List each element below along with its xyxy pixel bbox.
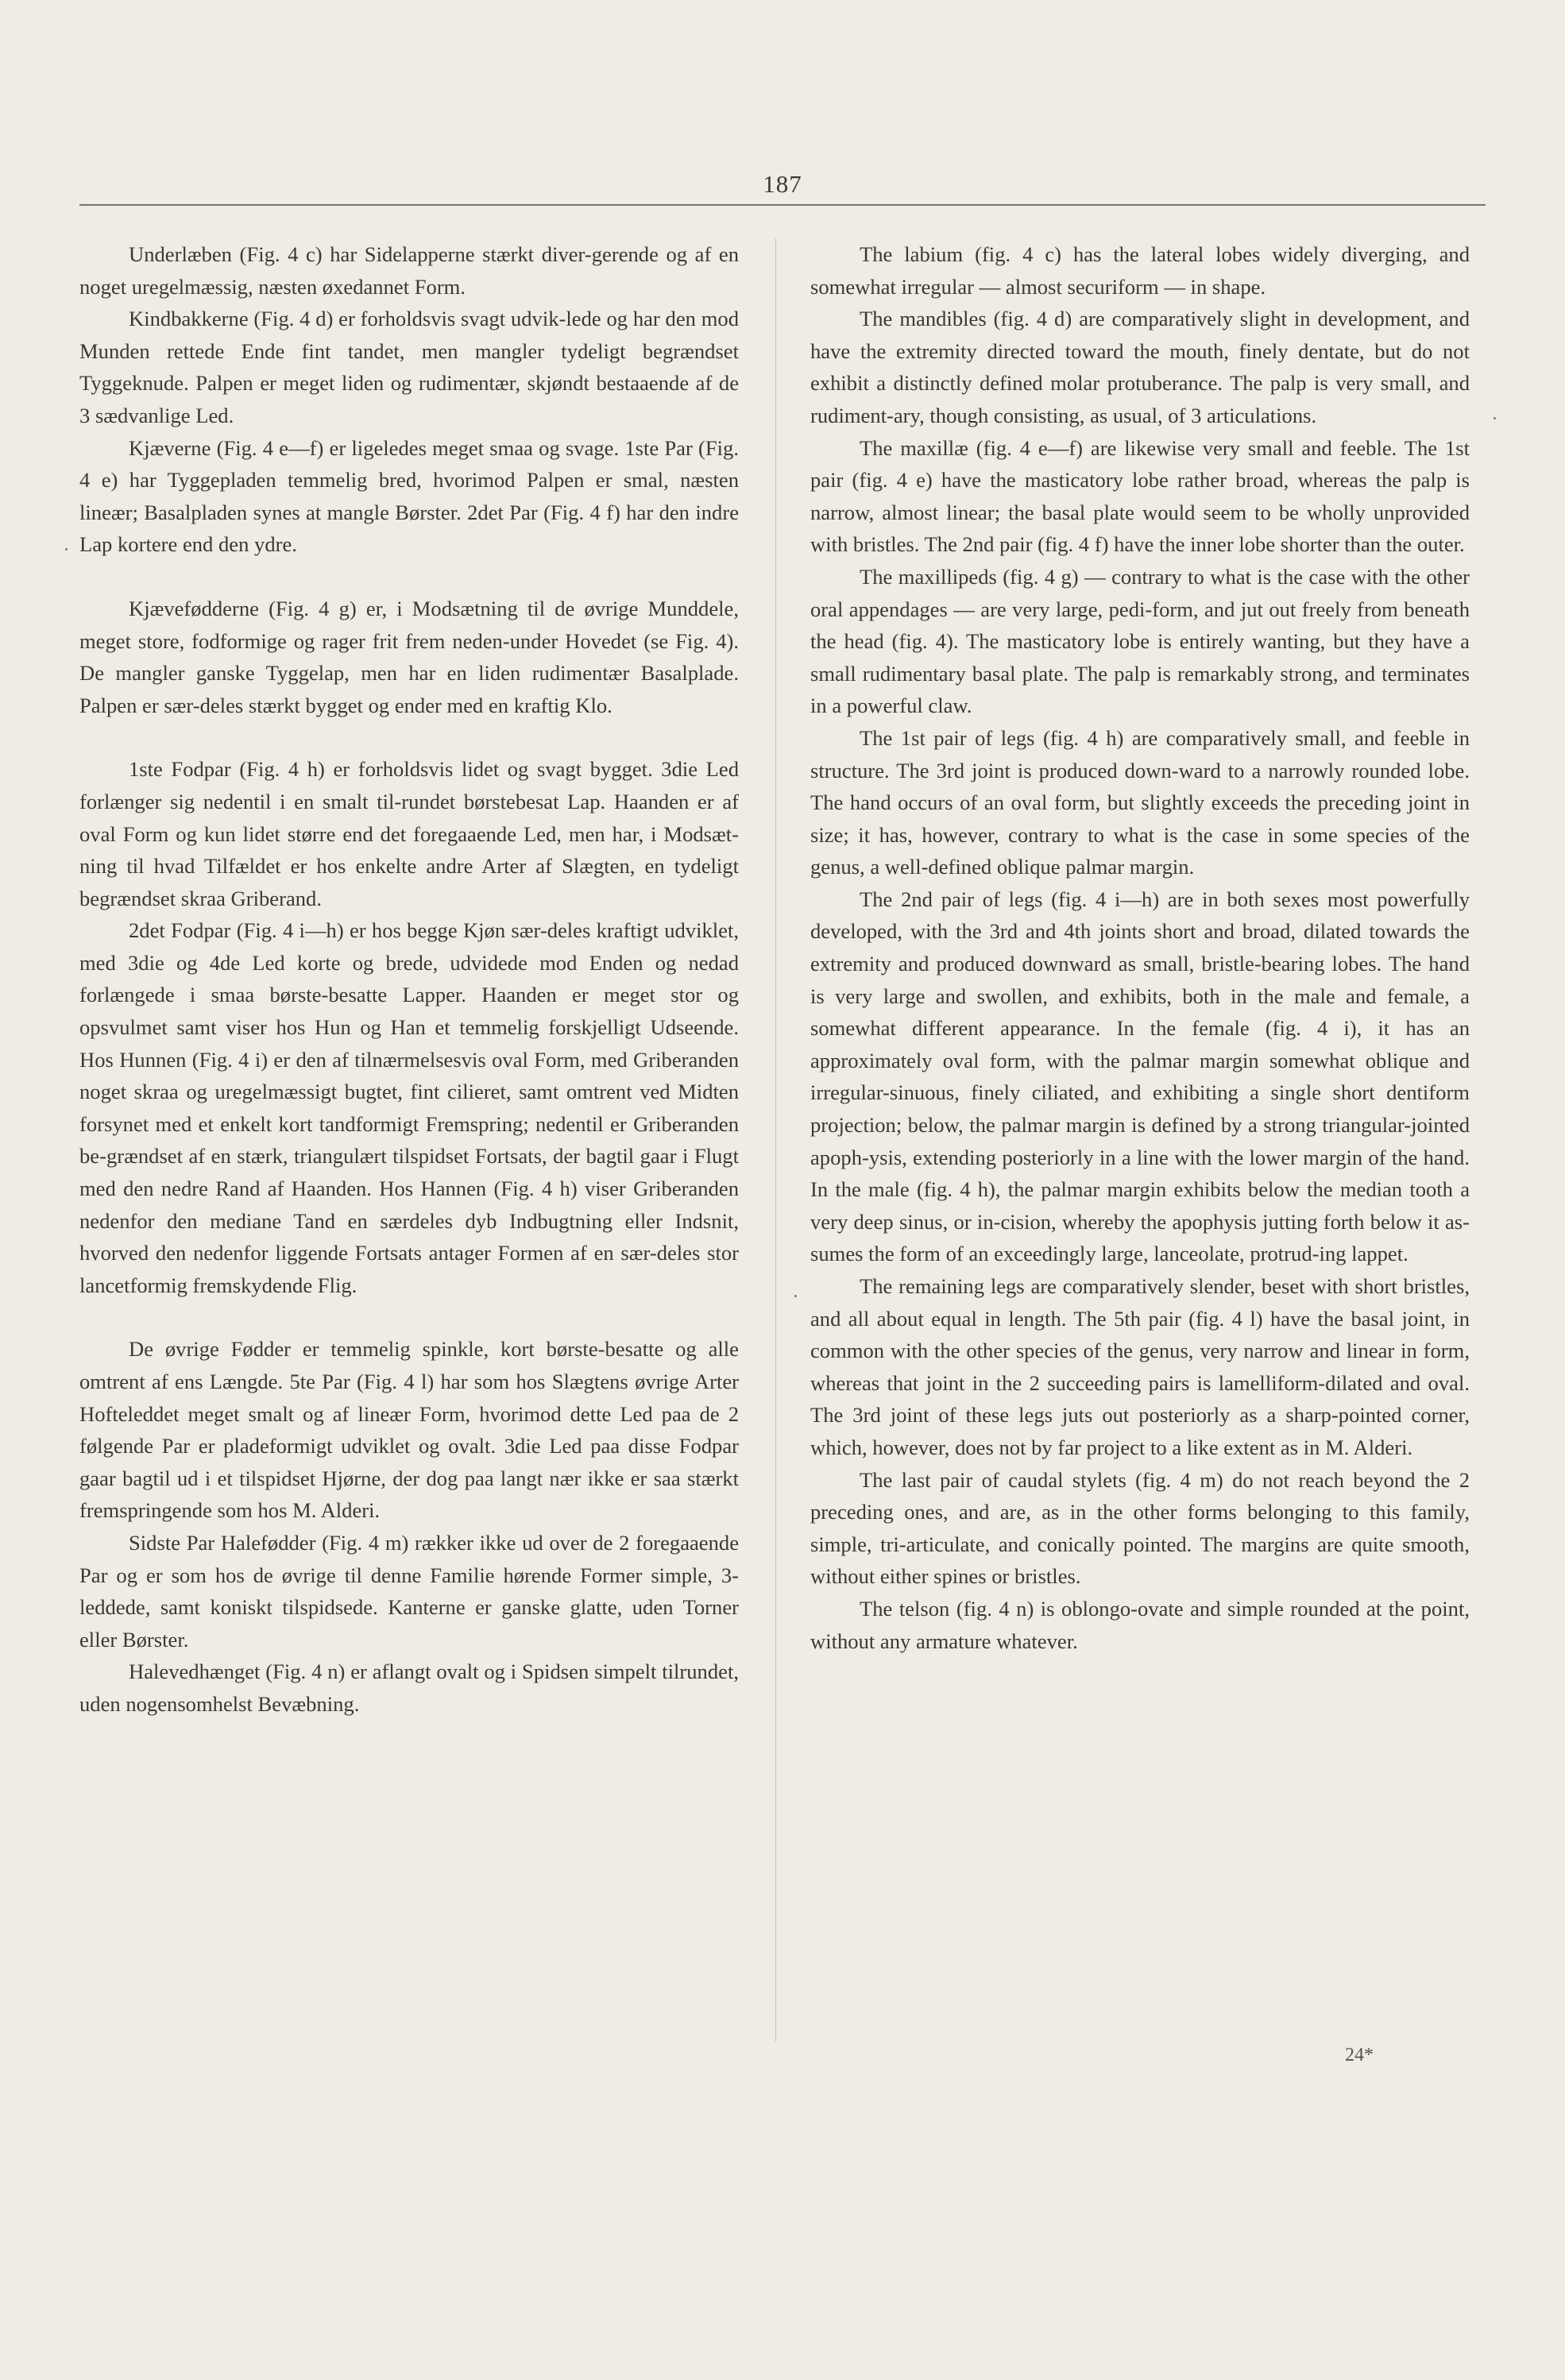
paragraph-mandibles-no: Kindbakkerne (Fig. 4 d) er forholdsvis svagt udvik-lede og har den mod Munden rettede Ende fint tandet, men mangler tydeligt begrændset Tyggeknude. Palpen er meget liden og rudimentær, skjøndt bestaaende af de 3 sædvanlige Led. <box>79 307 739 427</box>
paragraph-first-legs-en: The 1st pair of legs (fig. 4 h) are comparatively small, and feeble in structure. The 3rd joint is produced down-ward to a narrowly rounded lobe. The hand occurs of an oval form, but slightly exceeds the preceding joint in size; it has, however, contrary to what is the case in some species of the genus, a well-defined oblique palmar margin. <box>810 725 1470 879</box>
paragraph-first-legs-no: 1ste Fodpar (Fig. 4 h) er forholdsvis lidet og svagt bygget. 3die Led forlænger sig nedentil i en smalt til-rundet børstebesat Lap. Haanden er af oval Form og kun lidet større end det foregaaende Led, men har, i Modsæt-ning til hvad Tilfældet er hos enkelte andre Arter af Slægten, en tydeligt begrændset skraa Griberand. <box>79 757 739 910</box>
paragraph-maxillae-no: Kjæverne (Fig. 4 e—f) er ligeledes meget smaa og svage. 1ste Par (Fig. 4 e) har Tyggepladen temmelig bred, hvorimod Palpen er smal, næsten lineær; Basalpladen synes at mangle Børster. 2det Par (Fig. 4 f) har den indre Lap kortere end den ydre. <box>79 435 739 557</box>
paragraph-labium-no: Underlæben (Fig. 4 c) har Sidelapperne stærkt diver-gerende og af en noget uregelmæssig, næsten øxedannet Form. <box>79 242 739 299</box>
paragraph-caudal-stylets-en: The last pair of caudal stylets (fig. 4 m) do not reach beyond the 2 preceding ones, and are, as in the other forms belonging to this family, simple, tri-articulate, and conically pointed. The margins are quite smooth, without either spines or bristles. <box>810 1467 1470 1589</box>
printer-signature: 24* <box>1345 2045 1374 2065</box>
paragraph-maxillipeds-no: Kjævefødderne (Fig. 4 g) er, i Modsætning til de øvrige Munddele, meget store, fodformige og rager frit frem neden-under Hovedet (se Fig. 4). De mangler ganske Tyggelap, men har en liden rudimentær Basalplade. Palpen er sær-deles stærkt bygget og ender med en kraftig Klo. <box>79 596 739 717</box>
english-column <box>810 238 1470 1657</box>
norwegian-column <box>79 238 739 1721</box>
paragraph-labium-en: The labium (fig. 4 c) has the lateral lobes widely diverging, and somewhat irregular — almost securiform — in shape. <box>810 242 1470 299</box>
paragraph-maxillipeds-en: The maxillipeds (fig. 4 g) — contrary to what is the case with the other oral appendages — are very large, pedi-form, and jut out freely from beneath the head (fig. 4). The masticatory lobe is entirely wanting, but they have a small rudimentary basal plate. The palp is remarkably strong, and terminates in a powerful claw. <box>810 564 1470 718</box>
paper-speck <box>1494 417 1496 419</box>
header-rule <box>79 204 1486 206</box>
page-number: 187 <box>763 170 802 198</box>
paragraph-second-legs-no: 2det Fodpar (Fig. 4 i—h) er hos begge Kjøn sær-deles kraftigt udviklet, med 3die og 4de Led korte og brede, udvidede mod Enden og nedad forlængede i smaa børste-besatte Lapper. Haanden er meget stor og opsvulmet samt viser hos Hun og Han et temmelig forskjelligt Udseende. Hos Hunnen (Fig. 4 i) er den af tilnærmelsesvis oval Form, med Griberanden noget skraa og uregelmæssigt bugtet, fint cilieret, samt omtrent ved Midten forsynet med et enkelt kort tandformigt Fremspring; nedentil er Griberanden be-grændset af en stærk, triangulært tilspidset Fortsats, der bagtil gaar i Flugt med den nedre Rand af Haanden. Hos Hannen (Fig. 4 h) viser Griberanden nedenfor den mediane Tand en særdeles dyb Indbugtning eller Indsnit, hvorved den nedenfor liggende Fortsats antager Formen af en sær-deles stor lancetformig fremskydende Flig. <box>79 918 739 1297</box>
paragraph-caudal-stylets-no: Sidste Par Halefødder (Fig. 4 m) rækker ikke ud over de 2 foregaaende Par og er som hos de øvrige til denne Familie hørende Former simple, 3-leddede, samt koniskt tilspidsede. Kanterne er ganske glatte, uden Torner eller Børster. <box>79 1530 739 1652</box>
column-divider <box>775 238 776 2042</box>
paper-speck <box>65 548 68 551</box>
paragraph-mandibles-en: The mandibles (fig. 4 d) are comparatively slight in development, and have the extremity directed toward the mouth, finely dentate, but do not exhibit a distinctly defined molar protuberance. The palp is very small, and rudiment-ary, though consisting, as usual, of 3 articulations. <box>810 307 1470 427</box>
paragraph-remaining-legs-no: De øvrige Fødder er temmelig spinkle, kort børste-besatte og alle omtrent af ens Længde. 5te Par (Fig. 4 l) har som hos Slægtens øvrige Arter Hofteleddet meget smalt og af lineær Form, hvorimod dette Led paa de 2 følgende Par er pladeformigt udviklet og ovalt. 3die Led paa disse Fodpar gaar bagtil ud i et tilspidset Hjørne, der dog paa langt nær ikke er saa stærkt fremspringende som hos M. Alderi. <box>79 1337 739 1523</box>
paragraph-maxillae-en: The maxillæ (fig. 4 e—f) are likewise very small and feeble. The 1st pair (fig. 4 e) have the masticatory lobe rather broad, whereas the palp is narrow, almost linear; the basal plate would seem to be wholly unprovided with bristles. The 2nd pair (fig. 4 f) have the inner lobe shorter than the outer. <box>810 435 1470 557</box>
paragraph-remaining-legs-en: The remaining legs are comparatively slender, beset with short bristles, and all about equal in length. The 5th pair (fig. 4 l) have the basal joint, in common with the other species of the genus, very narrow and linear in form, whereas that joint in the 2 succeeding pairs is lamelliform-dilated and oval. The 3rd joint of these legs juts out posteriorly as a sharp-pointed corner, which, however, does not by far project to a like extent as in M. Alderi. <box>810 1274 1470 1459</box>
paragraph-second-legs-en: The 2nd pair of legs (fig. 4 i—h) are in both sexes most powerfully developed, with the 3rd and 4th joints short and broad, dilated towards the extremity and produced downward as small, bristle-bearing lobes. The hand is very large and swollen, and exhibits, both in the male and female, a somewhat different appearance. In the female (fig. 4 i), it has an approximately oval form, with the palmar margin somewhat oblique and irregular-sinuous, finely ciliated, and exhibiting a single short dentiform projection; below, the palmar margin is defined by a strong triangular-jointed apoph-ysis, extending posteriorly in a line with the lower margin of the hand. In the male (fig. 4 h), the palmar margin exhibits below the median tooth a very deep sinus, or in-cision, whereby the apophysis jutting forth below it as-sumes the form of an exceedingly large, lanceolate, protrud-ing lappet. <box>810 887 1470 1266</box>
paragraph-telson-no: Halevedhænget (Fig. 4 n) er aflangt ovalt og i Spidsen simpelt tilrundet, uden nogensomhelst Bevæbning. <box>79 1659 739 1716</box>
paragraph-telson-en: The telson (fig. 4 n) is oblongo-ovate and simple rounded at the point, without any armature whatever. <box>810 1596 1470 1653</box>
paper-speck <box>794 1295 797 1297</box>
